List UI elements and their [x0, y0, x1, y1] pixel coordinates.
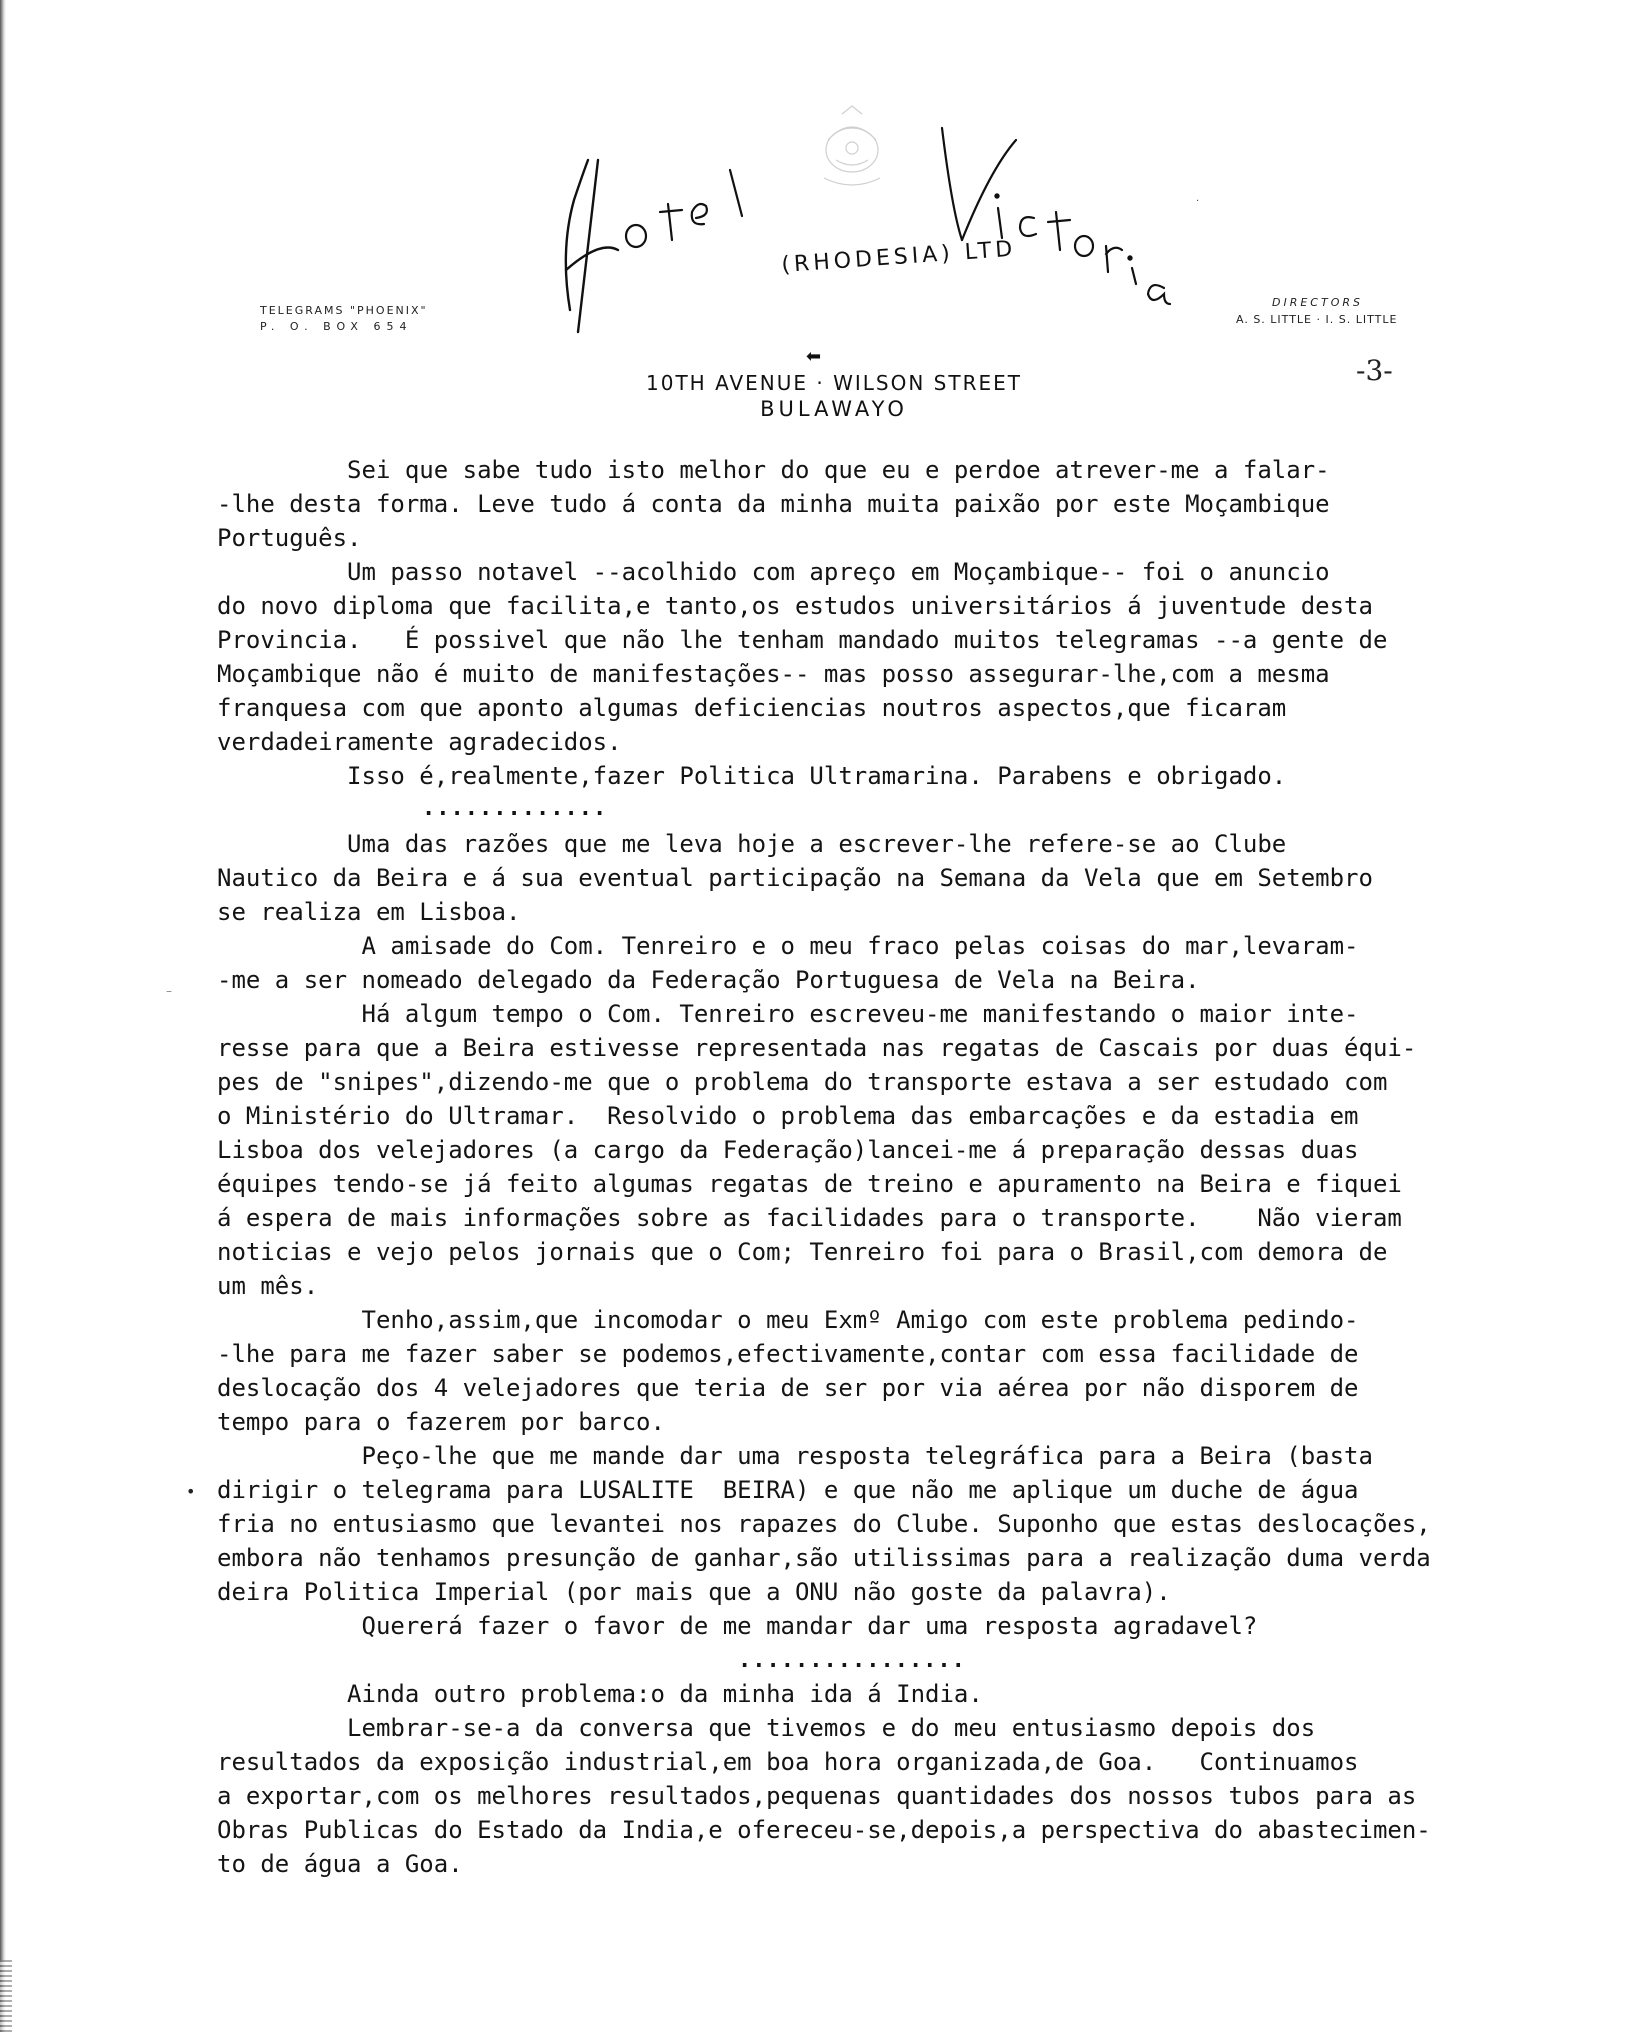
body-line: á espera de mais informações sobre as facilidades para o transporte. Não vieram	[217, 1204, 1402, 1232]
directors-names: A. S. LITTLE · I. S. LITTLE	[1236, 313, 1398, 326]
body-line: Quererá fazer o favor de me mandar dar uma resposta agradavel?	[217, 1612, 1258, 1640]
address-city: BULAWAYO	[760, 397, 908, 421]
crest-icon	[824, 106, 880, 185]
body-line: se realiza em Lisboa.	[217, 898, 521, 926]
body-line: -lhe para me fazer saber se podemos,efectivamente,contar com essa facilidade de	[217, 1340, 1359, 1368]
body-line: Há algum tempo o Com. Tenreiro escreveu-me manifestando o maior inte-	[217, 1000, 1359, 1028]
body-line: um mês.	[217, 1272, 319, 1300]
body-line: deira Politica Imperial (por mais que a ONU não goste da palavra).	[217, 1578, 1171, 1606]
body-line: Ainda outro problema:o da minha ida á India.	[217, 1680, 983, 1708]
body-line: Um passo notavel --acolhido com apreço em Moçambique-- foi o anuncio	[217, 558, 1330, 586]
margin-mark-icon: –	[166, 984, 172, 998]
scan-page-edge	[0, 0, 6, 2032]
logo-company-text: (RHODESIA) LTD	[780, 236, 1018, 278]
page-number: -3-	[1356, 354, 1393, 387]
telegrams-address: TELEGRAMS "PHOENIX"	[260, 304, 428, 317]
body-line: tempo para o fazerem por barco.	[217, 1408, 665, 1436]
body-line: -me a ser nomeado delegado da Federação Portuguesa de Vela na Beira.	[217, 966, 1200, 994]
margin-dot-icon: •	[186, 1482, 196, 1501]
body-line: o Ministério do Ultramar. Resolvido o problema das embarcações e da estadia em	[217, 1102, 1359, 1130]
body-line: Lembrar-se-a da conversa que tivemos e do meu entusiasmo depois dos	[217, 1714, 1316, 1742]
hotel-victoria-logo	[560, 100, 1200, 340]
body-line: Moçambique não é muito de manifestações-- mas posso assegurar-lhe,com a mesma	[217, 660, 1330, 688]
body-line: dirigir o telegrama para LUSALITE BEIRA) e que não me aplique um duche de água	[217, 1476, 1359, 1504]
body-line: to de água a Goa.	[217, 1850, 463, 1878]
body-line: deslocação dos 4 velejadores que teria de ser por via aérea por não disporem de	[217, 1374, 1359, 1402]
pointer-mark-icon: ⬅	[806, 346, 822, 367]
body-line: Isso é,realmente,fazer Politica Ultramarina. Parabens e obrigado.	[217, 762, 1287, 790]
po-box: P. O. BOX 654	[260, 320, 413, 333]
body-line: Peço-lhe que me mande dar uma resposta telegráfica para a Beira (basta	[217, 1442, 1373, 1470]
directors-label: DIRECTORS	[1272, 296, 1363, 309]
body-line: Português.	[217, 524, 362, 552]
logo-letter-H	[566, 160, 618, 332]
logo-word-victoria	[942, 128, 1170, 304]
body-line: pes de "snipes",dizendo-me que o problema do transporte estava a ser estudado com	[217, 1068, 1388, 1096]
logo-dot: ·	[1196, 196, 1200, 207]
body-line: fria no entusiasmo que levantei nos rapazes do Clube. Suponho que estas deslocações,	[217, 1510, 1431, 1538]
body-line: -lhe desta forma. Leve tudo á conta da minha muita paixão por este Moçambique	[217, 490, 1330, 518]
body-line: A amisade do Com. Tenreiro e o meu fraco pelas coisas do mar,levaram-	[217, 932, 1359, 960]
body-line: a exportar,com os melhores resultados,pequenas quantidades dos nossos tubos para as	[217, 1782, 1417, 1810]
body-line: équipes tendo-se já feito algumas regatas de treino e apuramento na Beira e fiquei	[217, 1170, 1402, 1198]
body-line: resultados da exposição industrial,em boa hora organizada,de Goa. Continuamos	[217, 1748, 1359, 1776]
body-line: Sei que sabe tudo isto melhor do que eu e perdoe atrever-me a falar-	[217, 456, 1330, 484]
body-line: Provincia. É possivel que não lhe tenham mandado muitos telegramas --a gente de	[217, 626, 1388, 654]
section-separator: .............	[422, 796, 608, 821]
body-line: noticias e vejo pelos jornais que o Com; Tenreiro foi para o Brasil,com demora de	[217, 1238, 1388, 1266]
body-line: verdadeiramente agradecidos.	[217, 728, 622, 756]
body-line: embora não tenhamos presunção de ganhar,são utilissimas para a realização duma verda	[217, 1544, 1431, 1572]
body-line: franquesa com que aponto algumas deficiencias noutros aspectos,que ficaram	[217, 694, 1287, 722]
scan-binding-marks	[0, 1960, 12, 2032]
body-line: resse para que a Beira estivesse representada nas regatas de Cascais por duas équi-	[217, 1034, 1417, 1062]
logo-word-otel	[626, 170, 742, 247]
body-line: Tenho,assim,que incomodar o meu Exmº Amigo com este problema pedindo-	[217, 1306, 1359, 1334]
address-street: 10TH AVENUE · WILSON STREET	[646, 371, 1022, 395]
body-line: Uma das razões que me leva hoje a escrever-lhe refere-se ao Clube	[217, 830, 1287, 858]
body-line: Nautico da Beira e á sua eventual participação na Semana da Vela que em Setembro	[217, 864, 1373, 892]
body-line: Obras Publicas do Estado da India,e ofereceu-se,depois,a perspectiva do abastecimen-	[217, 1816, 1431, 1844]
section-separator: ................	[738, 1648, 966, 1673]
body-line: do novo diploma que facilita,e tanto,os estudos universitários á juventude desta	[217, 592, 1373, 620]
body-line: Lisboa dos velejadores (a cargo da Federação)lancei-me á preparação dessas duas	[217, 1136, 1359, 1164]
